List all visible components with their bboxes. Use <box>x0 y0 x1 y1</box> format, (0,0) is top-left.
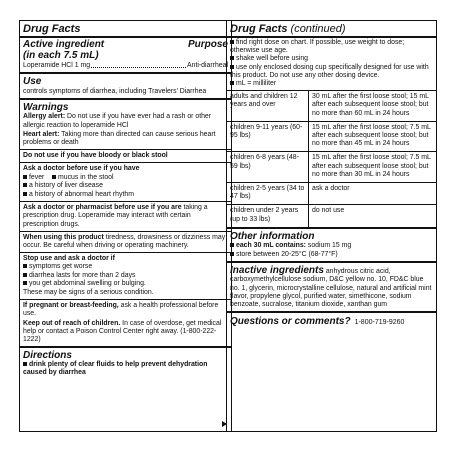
table-row <box>227 205 436 227</box>
ask-doctor-item: fever mucus in the stool <box>20 174 231 182</box>
dose-age: adults and children 12 years and over <box>227 91 309 122</box>
stop-use-item: symptoms get worse <box>20 263 231 271</box>
stop-use-item: diarrhea lasts for more than 2 days <box>20 272 231 280</box>
directions-bullets <box>227 38 436 90</box>
dose-amount: 15 mL after the first loose stool; 7.5 mL after each subsequent loose stool; but no more than 30 mL in 24 hours <box>309 152 437 183</box>
ingredient-row <box>20 61 231 72</box>
stop-use-note: These may be signs of a serious condition. <box>23 289 154 297</box>
dose-age: children 6-8 years (48-59 lbs) <box>227 152 309 183</box>
table-row <box>227 121 436 152</box>
purpose-heading: Purpose <box>187 39 228 50</box>
dose-amount: do not use <box>309 205 437 227</box>
drug-facts-title: Drug Facts <box>23 23 81 35</box>
ingredient-purpose: Anti-diarrheal <box>187 62 228 69</box>
use-heading: Use <box>23 76 42 88</box>
ask-doctor-heading: Ask a doctor before use if you have <box>23 165 140 173</box>
ask-doctor-item: a history of liver disease <box>20 182 231 190</box>
directions-heading: Directions <box>23 350 72 362</box>
drug-facts-left-panel <box>19 20 232 432</box>
other-info-heading: Other information <box>230 230 315 242</box>
table-row <box>227 91 436 122</box>
dose-age: children 9-11 years (60-95 lbs) <box>227 121 309 152</box>
stop-use-heading: Stop use and ask a doctor if <box>23 255 115 263</box>
directions-bullet: use only enclosed dosing cup specifically designed for use with this product. Do not use any other dosing device. <box>230 63 429 79</box>
ask-pharmacist: Ask a doctor or pharmacist before use if you are taking a prescription drug. Loperamide may interact with certain prescription drugs. <box>23 204 208 228</box>
questions-label: Questions or comments? <box>230 316 351 328</box>
table-row <box>227 152 436 183</box>
dose-amount: ask a doctor <box>309 183 437 205</box>
warnings-heading: Warnings <box>23 102 69 114</box>
use-text: controls symptoms of diarrhea, including Travelers' Diarrhea <box>23 88 207 96</box>
drug-facts-right-panel <box>226 20 437 432</box>
directions-bullet: find right dose on chart. If possible, use weight to dose; otherwise use age. <box>230 39 405 55</box>
when-using: When using this product tiredness, drowsiness or dizziness may occur. Be careful when driving or operating machinery. <box>23 233 226 250</box>
other-info-item: each 30 mL contains: sodium 15 mg <box>227 242 436 250</box>
dose-amount: 15 mL after the first loose stool; 7.5 mL after each subsequent loose stool; but no more than 45 mL in 24 hours <box>309 121 437 152</box>
directions-bullet: mL = milliliter <box>227 80 436 88</box>
inactive-ingredients: Inactive ingredients anhydrous citric acid, carboxymethylcellulose sodium, D&C yellow no. 10, FD&C blue no. 1, glycerin, microcrystalline cellulose, natural and artificial mint flavor, propylene glycol, purified water, simethicone, sodium benzoate, sucralose, titanium dioxide, xanthan gum <box>230 265 432 309</box>
ingredient-name: Loperamide HCl 1 mg <box>23 62 91 69</box>
directions-bullet: shake well before using <box>227 55 436 63</box>
ask-doctor-item: a history of abnormal heart rhythm <box>20 190 231 201</box>
active-ingredient-heading: Active ingredient <box>23 39 105 50</box>
stop-use-item: you get abdominal swelling or bulging. <box>20 280 231 288</box>
directions-item: drink plenty of clear fluids to help prevent dehydration caused by diarrhea <box>23 361 208 377</box>
dosing-table <box>227 90 436 227</box>
keep-out-of-reach: Keep out of reach of children. In case of overdose, get medical help or contact a Poison Control Center right away. (1-800-222-1222) <box>23 319 222 344</box>
other-info-item: store between 20-25°C (68-77°F) <box>227 250 436 261</box>
heart-alert: Heart alert: Taking more than directed can cause serious heart problems or death <box>23 130 216 147</box>
drug-facts-continued-title: Drug Facts (continued) <box>230 23 346 35</box>
questions-phone: 1-800-719-9260 <box>354 319 405 327</box>
dose-age: children under 2 years (up to 33 lbs) <box>227 205 309 227</box>
table-row <box>227 183 436 205</box>
allergy-alert: Allergy alert: Do not use if you have ever had a rash or other allergic reaction to loperamide HCl <box>23 113 212 129</box>
pregnancy-warning: If pregnant or breast-feeding, ask a health professional before use. <box>23 302 219 318</box>
questions-row <box>227 313 436 330</box>
dose-amount: 30 mL after the first loose stool; 15 mL after each subsequent loose stool; but no more than 60 mL in 24 hours <box>309 91 437 122</box>
do-not-use: Do not use if you have bloody or black stool <box>23 152 168 160</box>
active-ingredient-sub: (in each 7.5 mL) <box>23 50 99 61</box>
dose-age: children 2-5 years (34 to 47 lbs) <box>227 183 309 205</box>
